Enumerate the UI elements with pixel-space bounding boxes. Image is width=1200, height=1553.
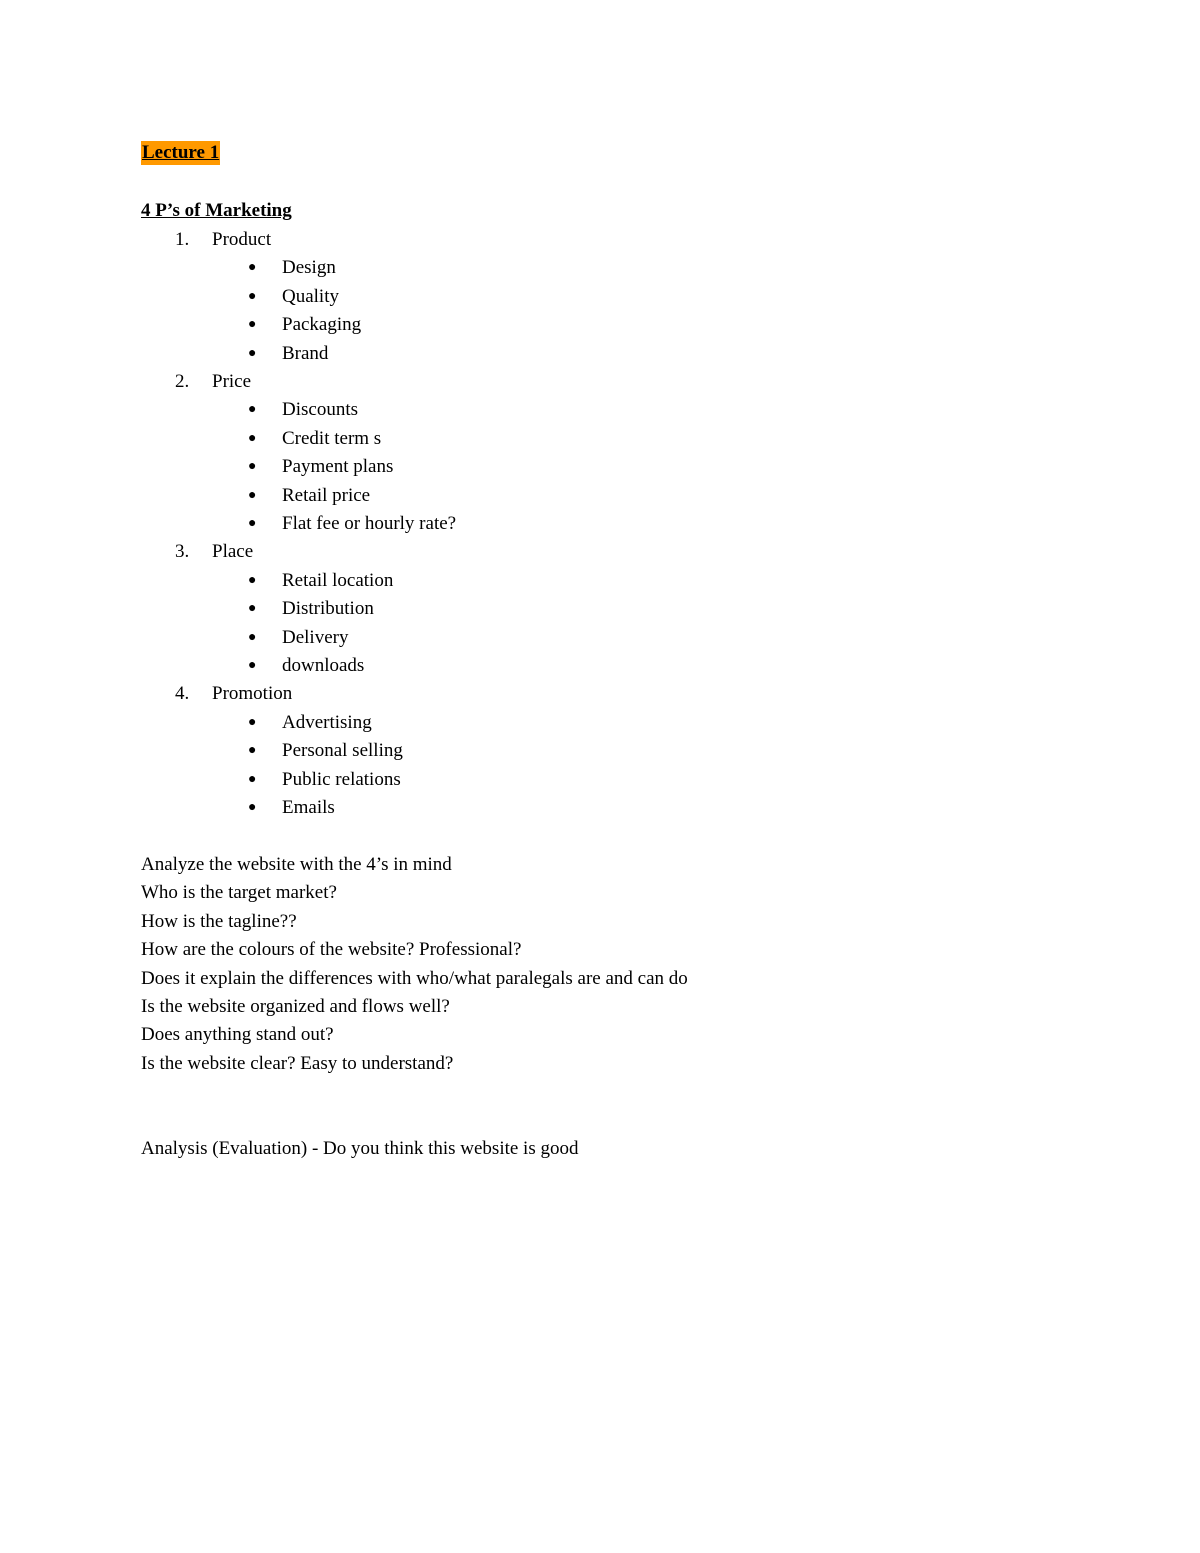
bullet-icon: ● bbox=[248, 572, 257, 588]
sub-list-item: Retail price bbox=[282, 484, 371, 506]
bullet-icon: ● bbox=[248, 771, 257, 787]
sub-list-item: Payment plans bbox=[282, 456, 394, 478]
list-item-label: Promotion bbox=[212, 683, 293, 705]
question-line: Is the website clear? Easy to understand? bbox=[141, 1052, 454, 1074]
sub-list-item: Emails bbox=[282, 797, 335, 818]
bullet-icon: ● bbox=[248, 800, 257, 815]
sub-list-item: Design bbox=[282, 257, 336, 279]
list-number: 4. bbox=[175, 683, 190, 705]
bullet-icon: ● bbox=[248, 317, 257, 333]
bullet-icon: ● bbox=[248, 601, 257, 617]
bullet-icon: ● bbox=[248, 430, 257, 446]
list-number: 3. bbox=[175, 541, 190, 563]
question-line: How are the colours of the website? Professional? bbox=[141, 939, 522, 961]
sub-list-item: Quality bbox=[282, 285, 339, 307]
question-line: Who is the target market? bbox=[141, 882, 337, 904]
question-line: How is the tagline?? bbox=[141, 910, 297, 932]
section-heading: 4 P’s of Marketing bbox=[141, 200, 292, 221]
sub-list-item: Distribution bbox=[282, 598, 374, 620]
bullet-icon: ● bbox=[248, 487, 257, 503]
lecture-title: Lecture 1 bbox=[142, 142, 220, 163]
bullet-icon: ● bbox=[248, 345, 257, 361]
sub-list-item: Personal selling bbox=[282, 740, 403, 762]
sub-list-item: Brand bbox=[282, 342, 329, 364]
bullet-icon: ● bbox=[248, 714, 257, 730]
list-item-label: Place bbox=[212, 541, 254, 563]
question-line: Analyze the website with the 4’s in mind bbox=[141, 854, 452, 875]
question-line: Does it explain the differences with who/what paralegals are and can do bbox=[141, 967, 688, 989]
analysis-line: Analysis (Evaluation) - Do you think this website is good bbox=[141, 1138, 579, 1159]
question-line: Is the website organized and flows well? bbox=[141, 996, 450, 1017]
bullet-icon: ● bbox=[248, 743, 257, 759]
sub-list-item: Public relations bbox=[282, 768, 401, 790]
bullet-icon: ● bbox=[248, 516, 257, 531]
bullet-icon: ● bbox=[248, 260, 257, 276]
list-item-label: Price bbox=[212, 371, 252, 392]
list-item-label: Product bbox=[212, 229, 272, 250]
sub-list-item: Packaging bbox=[282, 314, 362, 336]
question-line: Does anything stand out? bbox=[141, 1024, 334, 1046]
sub-list-item: downloads bbox=[282, 655, 365, 676]
bullet-icon: ● bbox=[248, 402, 257, 418]
sub-list-item: Discounts bbox=[282, 399, 358, 421]
bullet-icon: ● bbox=[248, 629, 257, 645]
list-number: 1. bbox=[175, 229, 190, 250]
bullet-icon: ● bbox=[248, 459, 257, 475]
sub-list-item: Flat fee or hourly rate? bbox=[282, 513, 457, 534]
bullet-icon: ● bbox=[248, 658, 257, 673]
sub-list-item: Retail location bbox=[282, 569, 394, 591]
sub-list-item: Credit term s bbox=[282, 427, 382, 449]
list-number: 2. bbox=[175, 371, 190, 392]
bullet-icon: ● bbox=[248, 288, 257, 304]
sub-list-item: Advertising bbox=[282, 711, 372, 733]
sub-list-item: Delivery bbox=[282, 626, 349, 648]
